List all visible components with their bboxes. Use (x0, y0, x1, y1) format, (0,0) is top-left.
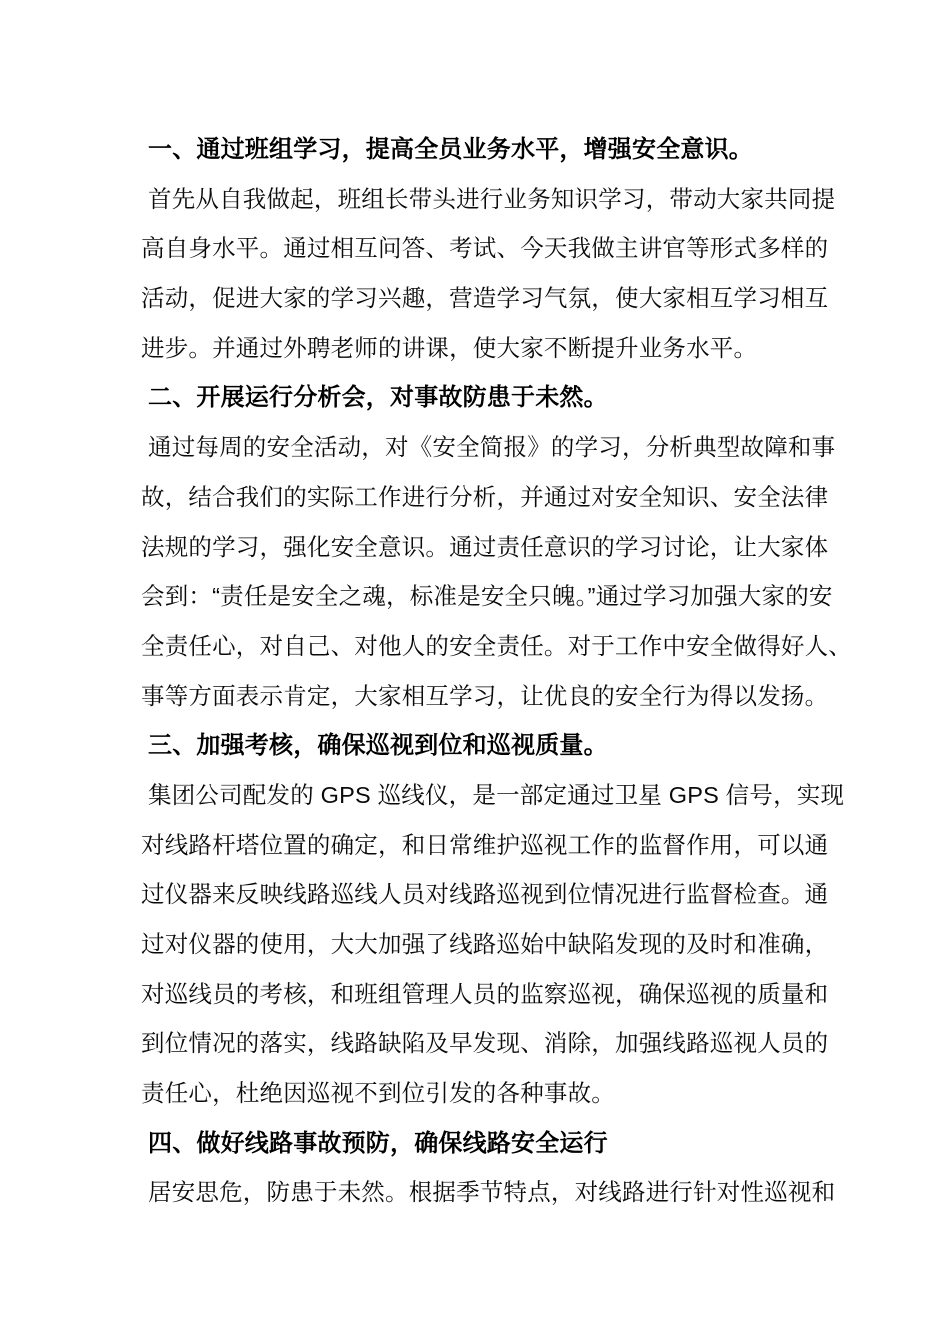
paragraph-line: 活动，促进大家的学习兴趣，营造学习气氛，使大家相互学习相互 (141, 285, 829, 312)
paragraph-line: 过仪器来反映线路巡线人员对线路巡视到位情况进行监督检查。通 (141, 881, 829, 908)
section-heading: 一、通过班组学习，提高全员业务水平，增强安全意识。 (148, 136, 753, 163)
paragraph-line: 对巡线员的考核，和班组管理人员的监察巡视，确保巡视的质量和 (141, 980, 829, 1007)
paragraph-line: 集团公司配发的 GPS 巡线仪，是一部定通过卫星 GPS 信号，实现 (148, 781, 845, 808)
paragraph-line: 高自身水平。通过相互问答、考试、今天我做主讲官等形式多样的 (141, 235, 829, 262)
paragraph-line: 进步。并通过外聘老师的讲课，使大家不断提升业务水平。 (141, 334, 758, 361)
paragraph-line: 到位情况的落实，线路缺陷及早发现、消除，加强线路巡视人员的 (141, 1030, 829, 1057)
paragraph-line: 故，结合我们的实际工作进行分析，并通过对安全知识、安全法律 (141, 483, 829, 510)
section-heading: 二、开展运行分析会，对事故防患于未然。 (148, 384, 608, 412)
section-heading: 四、做好线路事故预防，确保线路安全运行 (148, 1129, 608, 1157)
paragraph-line: 通过每周的安全活动，对《安全简报》的学习，分析典型故障和事 (148, 434, 836, 461)
paragraph-line: 对线路杆塔位置的确定，和日常维护巡视工作的监督作用，可以通 (141, 831, 829, 858)
paragraph-line: 过对仪器的使用，大大加强了线路巡始中缺陷发现的及时和准确， (141, 931, 829, 957)
paragraph-line: 居安思危，防患于未然。根据季节特点，对线路进行针对性巡视和 (148, 1179, 836, 1206)
paragraph-line: 事等方面表示肯定，大家相互学习，让优良的安全行为得以发扬。 (141, 682, 829, 709)
paragraph-line: 责任心，杜绝因巡视不到位引发的各种事故。 (141, 1080, 615, 1107)
paragraph-line: 法规的学习，强化安全意识。通过责任意识的学习讨论，让大家体 (141, 533, 829, 560)
paragraph-line: 会到：“责任是安全之魂，标准是安全只魄。”通过学习加强大家的安 (141, 583, 833, 610)
document-content (141, 125, 852, 1218)
paragraph-line: 首先从自我做起，班组长带头进行业务知识学习，带动大家共同提 (148, 185, 836, 212)
section-heading: 三、加强考核，确保巡视到位和巡视质量。 (148, 732, 608, 760)
paragraph-line: 全责任心，对自己、对他人的安全责任。对于工作中安全做得好人、 (141, 632, 852, 659)
